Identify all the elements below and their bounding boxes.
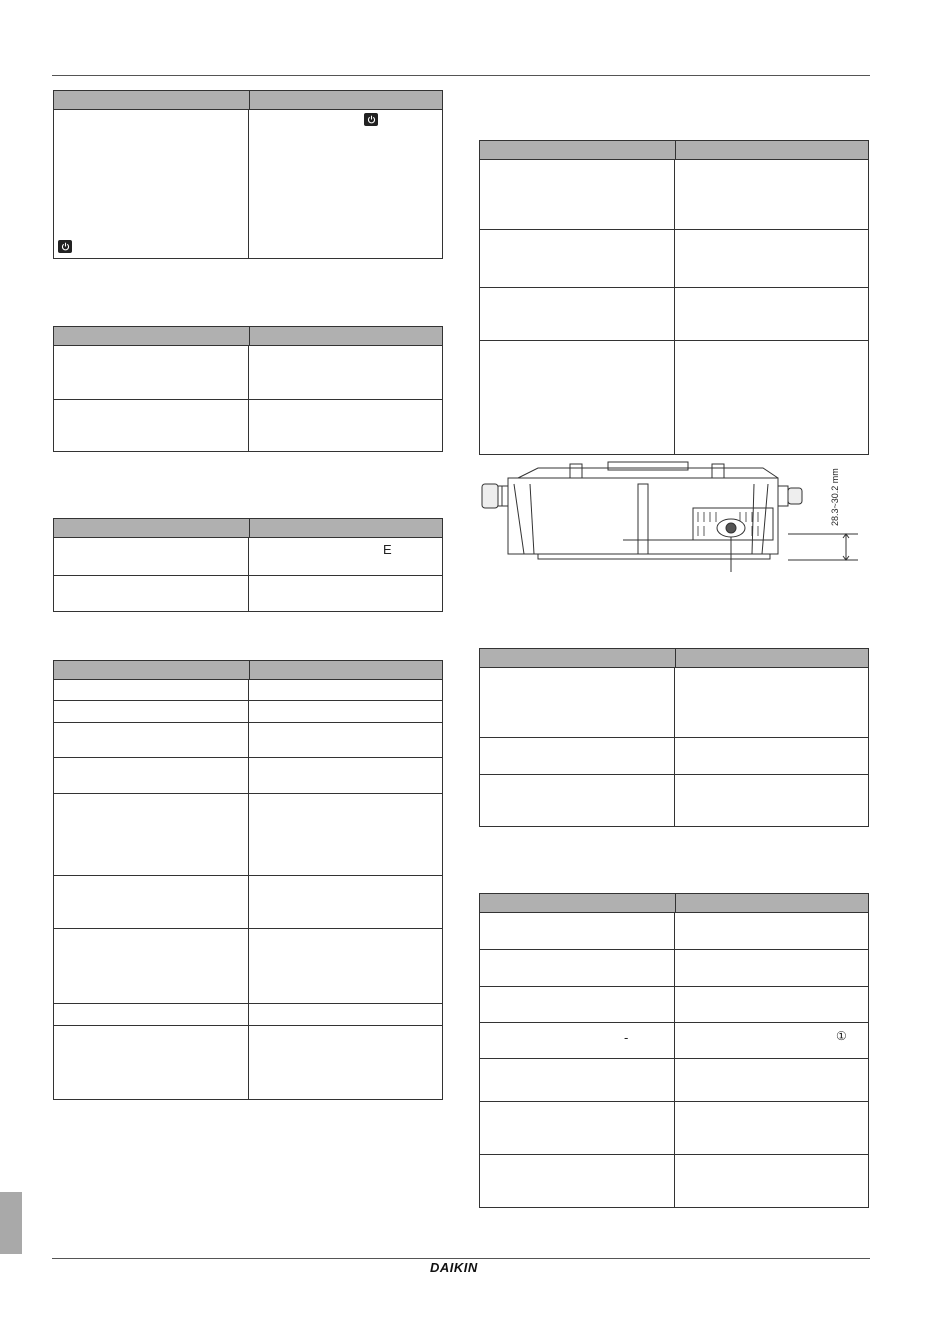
table-row — [479, 1022, 869, 1058]
table-cell — [54, 701, 248, 722]
info-icon: ① — [836, 1029, 847, 1043]
unit-side-view-drawing — [478, 460, 868, 580]
table-row — [53, 875, 443, 928]
table-error-code — [53, 518, 443, 612]
table-left-4 — [53, 660, 443, 1100]
table-row — [53, 1003, 443, 1025]
table-row — [53, 722, 443, 757]
table-cell — [674, 987, 868, 1022]
dimension-label: 28.3~30.2 mm — [830, 468, 840, 526]
table-cell — [248, 1004, 442, 1025]
table-cell — [480, 775, 674, 826]
table-cell — [54, 876, 248, 928]
table-cell — [674, 738, 868, 774]
table-cell — [248, 110, 442, 258]
table-cell — [480, 950, 674, 986]
table-row — [479, 986, 869, 1022]
table-cell — [248, 680, 442, 700]
table-cell — [480, 738, 674, 774]
table-cell — [54, 400, 248, 451]
table-right-3 — [479, 893, 869, 1208]
table-row — [479, 1154, 869, 1207]
table-cell — [248, 538, 442, 575]
table-cell — [248, 876, 442, 928]
table-cell — [54, 1026, 248, 1099]
table-row — [479, 949, 869, 986]
table-cell — [480, 1102, 674, 1154]
table-cell — [248, 1026, 442, 1099]
chapter-side-tab — [0, 1192, 22, 1254]
table-row — [53, 757, 443, 793]
table-row — [53, 793, 443, 875]
error-code-glyph: E — [383, 542, 392, 557]
table-header — [479, 893, 869, 913]
table-cell — [248, 400, 442, 451]
table-cell — [480, 987, 674, 1022]
header-rule — [52, 75, 870, 76]
table-cell — [674, 913, 868, 949]
table-cell — [54, 1004, 248, 1025]
table-row — [479, 287, 869, 340]
table-row — [53, 399, 443, 451]
table-cell — [248, 758, 442, 793]
table-cell — [480, 230, 674, 287]
table-row — [53, 110, 443, 258]
table-cell — [480, 1023, 674, 1058]
table-cell — [480, 1155, 674, 1207]
table-cell — [674, 1059, 868, 1101]
table-row — [479, 1101, 869, 1154]
table-row — [479, 913, 869, 949]
power-icon — [364, 113, 378, 126]
table-cell — [674, 230, 868, 287]
table-cell — [248, 576, 442, 611]
table-cell — [480, 1059, 674, 1101]
table-row — [479, 774, 869, 826]
table-header — [53, 326, 443, 346]
table-cell — [674, 950, 868, 986]
table-row — [479, 737, 869, 774]
table-cell — [674, 1155, 868, 1207]
table-right-1 — [479, 140, 869, 455]
table-cell — [248, 346, 442, 399]
table-row — [53, 680, 443, 700]
table-row — [479, 340, 869, 454]
table-header — [53, 660, 443, 680]
daikin-logo: DAIKIN — [430, 1260, 478, 1275]
table-right-2 — [479, 648, 869, 827]
table-cell — [480, 668, 674, 737]
dash-glyph: - — [624, 1030, 629, 1045]
table-row — [479, 668, 869, 737]
table-cell — [54, 110, 248, 258]
table-cell — [248, 701, 442, 722]
table-header — [53, 90, 443, 110]
table-cell — [480, 160, 674, 229]
table-cell — [54, 758, 248, 793]
table-left-2 — [53, 326, 443, 452]
table-row — [53, 346, 443, 399]
table-cell — [54, 680, 248, 700]
table-cell — [480, 288, 674, 340]
table-cell — [54, 929, 248, 1003]
table-cell — [674, 668, 868, 737]
table-row — [479, 160, 869, 229]
table-cell — [674, 288, 868, 340]
table-cell — [248, 794, 442, 875]
table-row — [53, 928, 443, 1003]
table-cell — [54, 538, 248, 575]
table-row — [53, 1025, 443, 1099]
table-row — [53, 575, 443, 611]
table-cell — [248, 929, 442, 1003]
table-row — [479, 1058, 869, 1101]
table-cell — [248, 723, 442, 757]
table-cell — [54, 723, 248, 757]
table-cell — [674, 160, 868, 229]
table-cell — [54, 794, 248, 875]
table-cell — [54, 346, 248, 399]
footer-rule — [52, 1258, 870, 1259]
table-cell — [480, 341, 674, 454]
table-cell — [674, 1102, 868, 1154]
table-cell — [674, 775, 868, 826]
table-header — [479, 140, 869, 160]
table-cell — [674, 341, 868, 454]
table-header — [53, 518, 443, 538]
table-header — [479, 648, 869, 668]
table-row — [479, 229, 869, 287]
table-power-button — [53, 90, 443, 259]
power-icon — [58, 240, 72, 253]
table-cell — [54, 576, 248, 611]
table-cell — [480, 913, 674, 949]
table-row — [53, 700, 443, 722]
